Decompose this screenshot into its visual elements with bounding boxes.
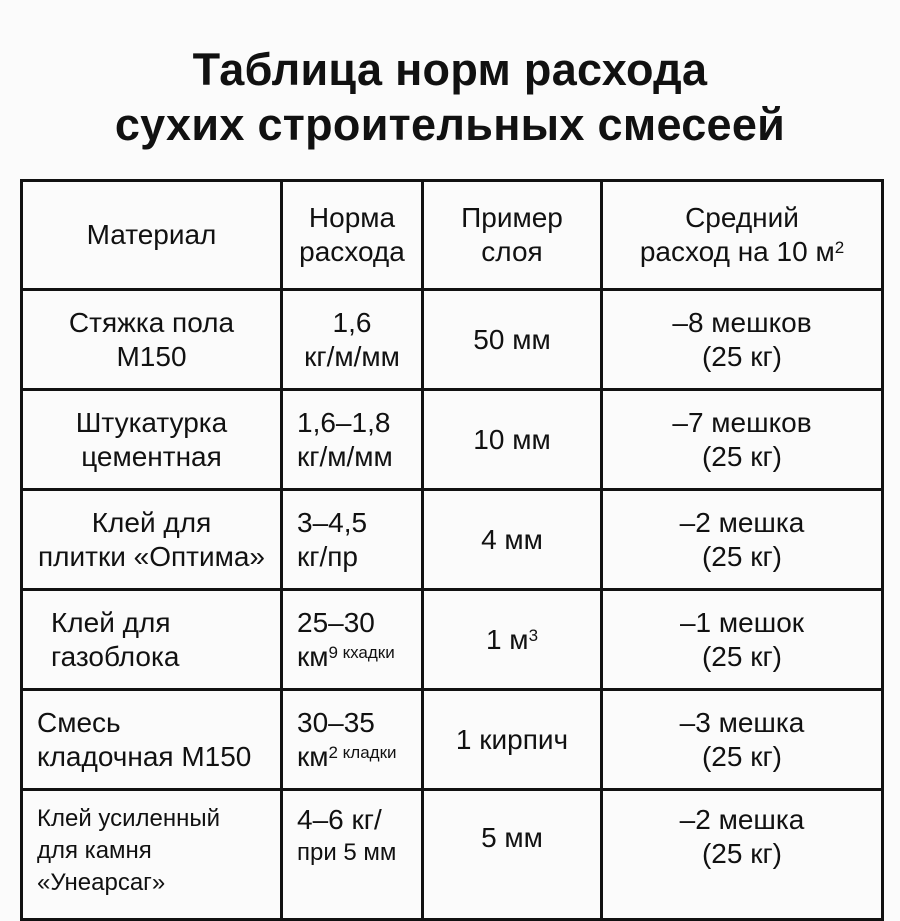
cell-line [297,640,419,674]
cell-avg [602,290,883,390]
cell-line: (25 кг) [701,540,783,572]
header-avg-text: расход на 10 м [639,236,835,267]
cell-text: км [297,640,329,672]
table-row [22,690,883,790]
cell-norm [282,490,423,590]
cell-material [22,290,282,390]
cell-line: Клей для [51,606,171,638]
cell-material [22,490,282,590]
cell-line: 4–6 кг/ [297,804,382,835]
cell-line: при 5 мм [297,839,397,866]
header-material-label: Материал [86,219,217,250]
cell-line: для камня [37,837,152,864]
header-norm-line: расхода [299,236,405,267]
table-row [22,490,883,590]
cell-avg [602,690,883,790]
cell-material [22,690,282,790]
header-layer-line: слоя [481,236,543,267]
cell-avg [602,490,883,590]
cell-line: 1,6 [332,306,372,338]
cell-sup: 9 кхадки [328,642,395,662]
cell-line [297,740,419,774]
cell-layer: 1 кирпич [423,690,602,790]
cell-line: –2 мешка [679,506,805,538]
page-title [0,42,900,152]
cell-line: кладочная М150 [37,740,252,772]
cell-line: –3 мешка [679,706,805,738]
cell-avg [602,390,883,490]
cell-line: (25 кг) [701,838,783,869]
cell-avg [602,790,883,920]
cell-line: (25 кг) [701,440,783,472]
cell-material [22,790,282,920]
cell-line: 3–4,5 [297,506,368,538]
cell-line: –2 мешка [679,804,805,835]
cell-layer [423,590,602,690]
table-row [22,590,883,690]
cell-line: Стяжка пола [68,306,235,338]
cell-line: –8 мешков [672,306,812,338]
cell-line: кг/м/мм [297,440,393,472]
cell-line: Штукатурка [75,406,228,438]
cell-line: цементная [81,440,222,472]
cell-line: (25 кг) [701,640,783,672]
header-avg-line: Средний [685,202,799,233]
cell-line: (25 кг) [701,740,783,772]
cell-line: 30–35 [297,706,375,738]
cell-line: Клей усиленный [37,805,221,832]
cell-norm [282,690,423,790]
table-row [22,790,883,920]
cell-line: 25–30 [297,606,375,638]
cell-sup: 2 кладки [328,742,397,762]
cell-line: «Унеарсаг» [37,869,166,896]
cell-material [22,590,282,690]
consumption-table [20,179,884,921]
cell-text: км [297,740,329,772]
cell-line: кг/м/мм [304,340,400,372]
cell-layer: 5 мм [423,790,602,920]
cell-line: Смесь [37,706,121,738]
header-avg [602,181,883,290]
header-layer [423,181,602,290]
header-norm [282,181,423,290]
cell-line: плитки «Оптима» [37,540,265,572]
header-material [22,181,282,290]
cell-layer: 50 мм [423,290,602,390]
cell-norm [282,790,423,920]
cell-line: –7 мешков [672,406,812,438]
title-line-1: Таблица норм расхода [192,44,708,95]
table-header-row [22,181,883,290]
cell-text: 1 м [485,623,529,655]
cell-sup: 3 [528,625,539,645]
table-row [22,390,883,490]
cell-line: кг/пр [297,540,358,572]
header-norm-line: Норма [308,202,396,233]
cell-material [22,390,282,490]
title-line-2: сухих строительных смесеей [114,99,786,150]
cell-line: –1 мешок [679,606,805,638]
header-layer-line: Пример [461,202,563,233]
header-avg-line [605,235,879,269]
cell-avg [602,590,883,690]
cell-line: 1,6–1,8 [297,406,391,438]
cell-line: газоблока [51,640,180,672]
table-row [22,290,883,390]
cell-norm [282,590,423,690]
cell-line: Клей для [91,506,212,538]
header-avg-sup: 2 [834,238,845,257]
cell-line: (25 кг) [701,340,783,372]
cell-norm [282,390,423,490]
cell-norm [282,290,423,390]
cell-line: М150 [116,340,187,372]
cell-layer: 10 мм [423,390,602,490]
cell-layer: 4 мм [423,490,602,590]
